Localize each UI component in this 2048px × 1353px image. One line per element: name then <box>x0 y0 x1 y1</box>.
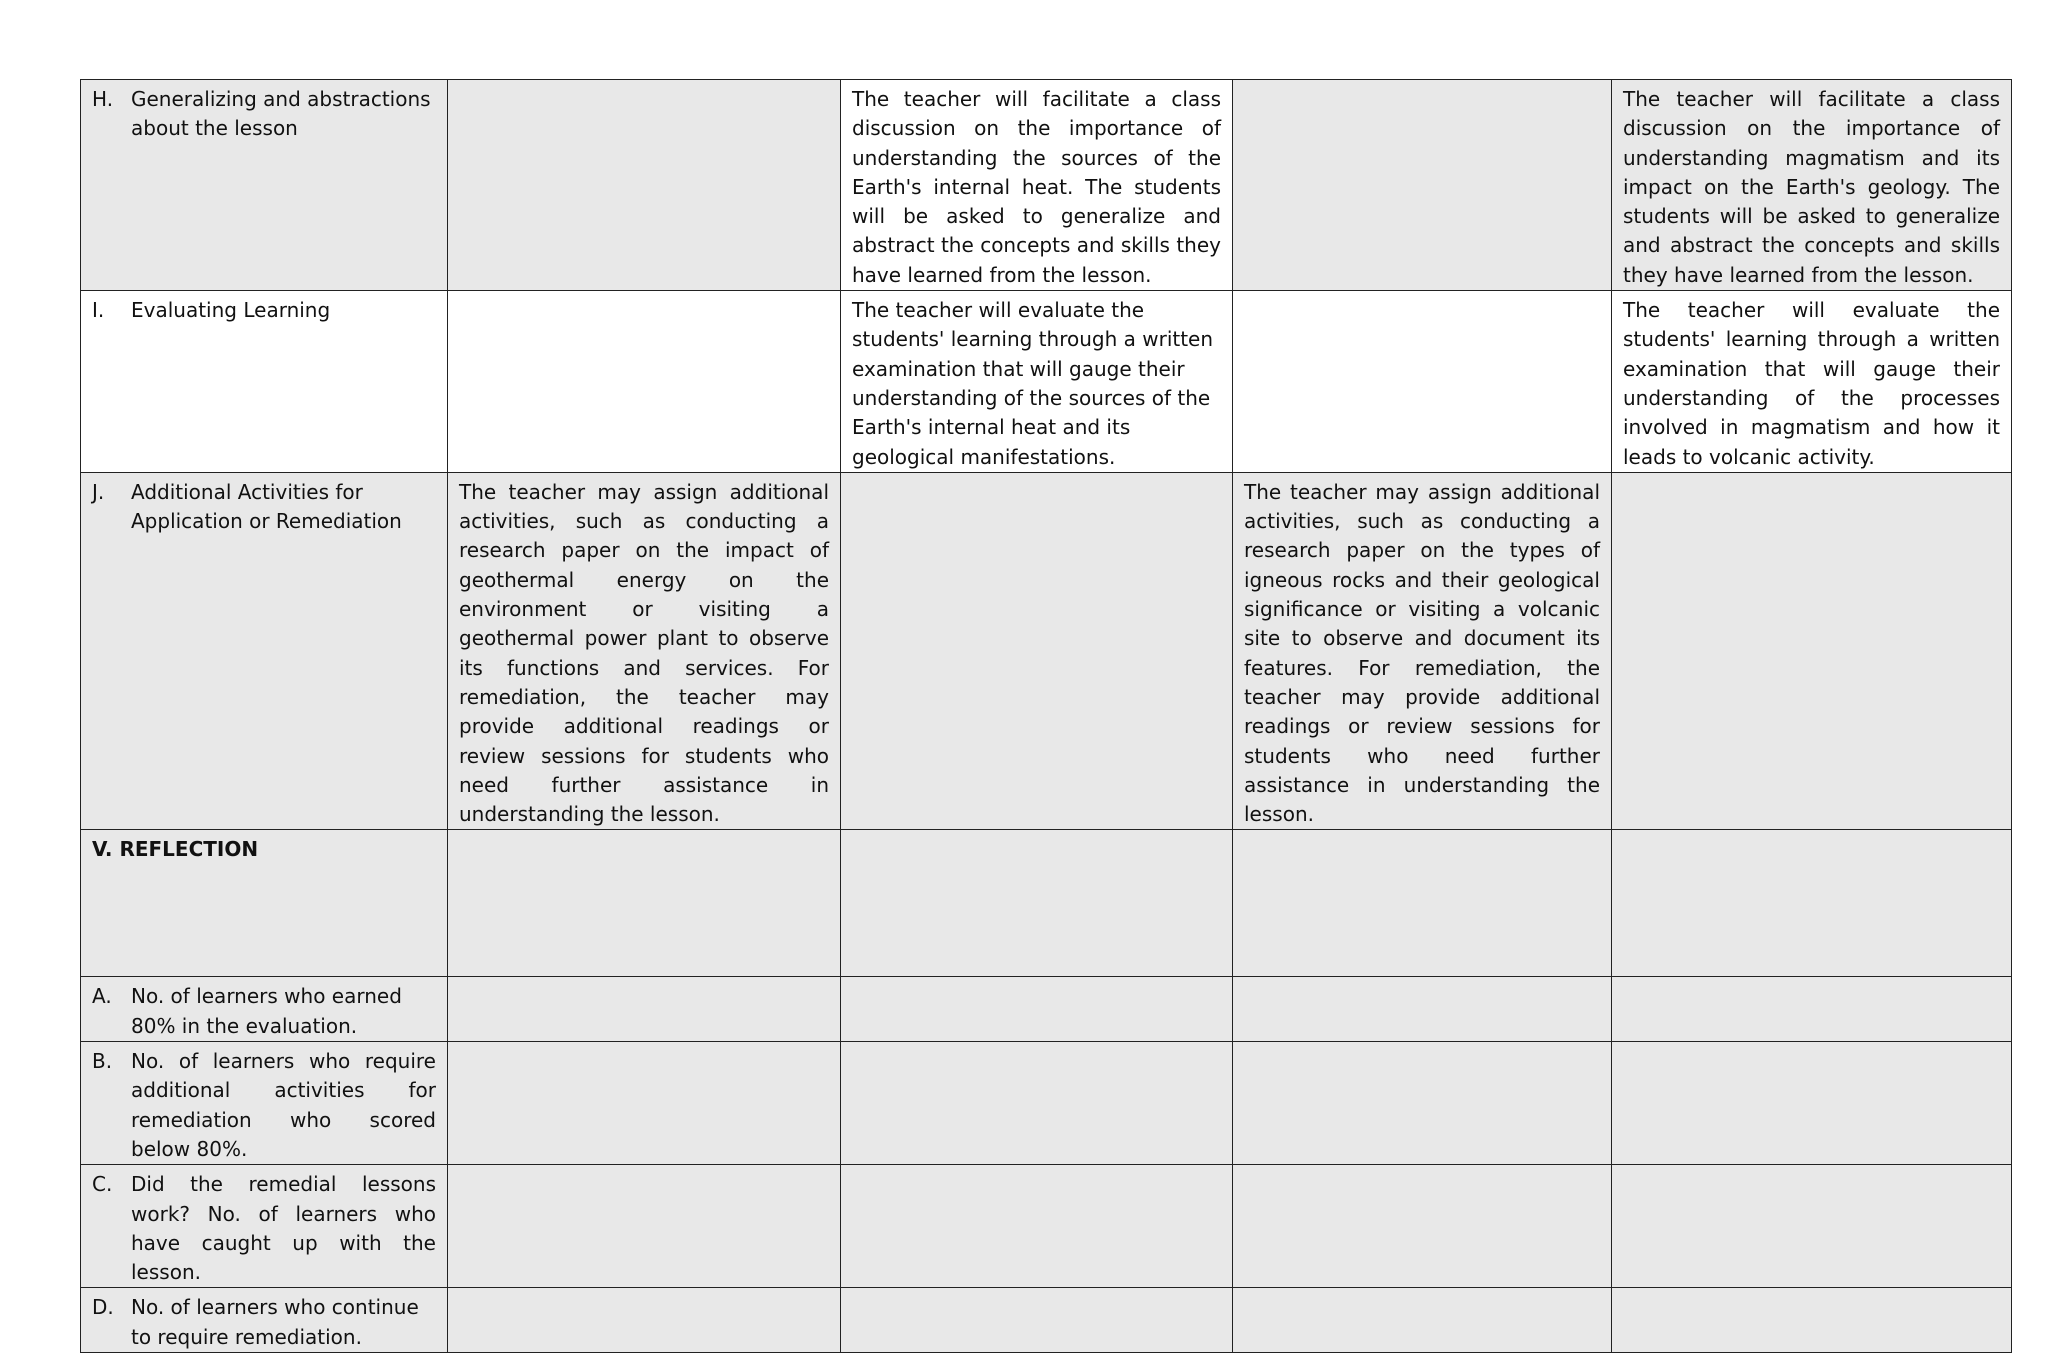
cell-text: The teacher will facilitate a class discussion on the importance of understanding the sources of the Earth's internal heat. The students will be asked to generalize and abstract the concepts and skills they have learned from the lesson. <box>841 80 1233 291</box>
row-reflection-b <box>81 1042 2012 1165</box>
empty-cell <box>1612 1042 2012 1165</box>
row-label: No. of learners who continue to require remediation. <box>131 1295 419 1349</box>
row-label: Did the remedial lessons work? No. of learners who have caught up with the lesson. <box>131 1172 436 1285</box>
row-label: Generalizing and abstractions about the lesson <box>131 87 431 141</box>
row-label-cell <box>81 977 448 1042</box>
empty-cell <box>1233 977 1612 1042</box>
row-reflection <box>81 830 2012 977</box>
item-letter: C. <box>92 1172 113 1197</box>
item-letter: I. <box>92 298 105 323</box>
empty-cell <box>841 1165 1233 1288</box>
empty-cell <box>1612 1165 2012 1288</box>
empty-cell <box>448 291 841 473</box>
row-label-cell <box>81 80 448 291</box>
empty-cell <box>1233 830 1612 977</box>
empty-cell <box>448 1042 841 1165</box>
row-evaluating <box>81 291 2012 473</box>
empty-cell <box>1612 977 2012 1042</box>
row-reflection-a <box>81 977 2012 1042</box>
empty-cell <box>1612 830 2012 977</box>
row-generalizing <box>81 80 2012 291</box>
empty-cell <box>841 977 1233 1042</box>
empty-cell <box>841 830 1233 977</box>
row-label: No. of learners who require additional activities for remediation who scored below 80%. <box>131 1049 436 1161</box>
item-letter: J. <box>92 479 105 504</box>
empty-cell <box>448 830 841 977</box>
empty-cell <box>448 1288 841 1353</box>
lesson-plan-table <box>80 79 2012 1353</box>
cell-text: The teacher may assign additional activities, such as conducting a research paper on the types of igneous rocks and their geological significance or visiting a volcanic site to observe and document its features. For remediation, the teacher may provide additional readings or review sessions for students who need further assistance in understanding the lesson. <box>1233 472 1612 830</box>
item-letter: B. <box>92 1049 113 1074</box>
row-additional-activities <box>81 472 2012 830</box>
empty-cell <box>1612 1288 2012 1353</box>
item-letter: A. <box>92 984 112 1009</box>
row-label-cell <box>81 291 448 473</box>
section-heading: V. REFLECTION <box>92 837 259 862</box>
row-label-cell <box>81 1165 448 1288</box>
cell-text: The teacher will facilitate a class discussion on the importance of understanding magmatism and its impact on the Earth's geology. The students will be asked to generalize and abstract the concepts and skills they have learned from the lesson. <box>1612 80 2012 291</box>
empty-cell <box>1233 1165 1612 1288</box>
row-label-cell <box>81 472 448 830</box>
row-label: Additional Activities for Application or Remediation <box>131 479 402 534</box>
row-reflection-c <box>81 1165 2012 1288</box>
row-reflection-d <box>81 1288 2012 1353</box>
row-label: Evaluating Learning <box>131 298 331 323</box>
empty-cell <box>1233 1042 1612 1165</box>
cell-text: The teacher will evaluate the students' learning through a written examination that will gauge their understanding of the processes involved in magmatism and how it leads to volcanic activity. <box>1612 291 2012 473</box>
empty-cell <box>841 472 1233 830</box>
empty-cell <box>1233 80 1612 291</box>
empty-cell <box>1233 1288 1612 1353</box>
row-label: No. of learners who earned 80% in the evaluation. <box>131 984 402 1038</box>
empty-cell <box>448 80 841 291</box>
empty-cell <box>448 1165 841 1288</box>
empty-cell <box>448 977 841 1042</box>
empty-cell <box>1233 291 1612 473</box>
empty-cell <box>1612 472 2012 830</box>
cell-text: The teacher may assign additional activities, such as conducting a research paper on the impact of geothermal energy on the environment or visiting a geothermal power plant to observe its functions and services. For remediation, the teacher may provide additional readings or review sessions for students who need further assistance in understanding the lesson. <box>448 472 841 830</box>
row-label-cell <box>81 1288 448 1353</box>
empty-cell <box>841 1288 1233 1353</box>
row-label-cell <box>81 830 448 977</box>
cell-text: The teacher will evaluate the students' learning through a written examination that will gauge their understanding of the sources of the Earth's internal heat and its geological manifestations. <box>841 291 1233 473</box>
row-label-cell <box>81 1042 448 1165</box>
empty-cell <box>841 1042 1233 1165</box>
item-letter: D. <box>92 1295 114 1320</box>
item-letter: H. <box>92 87 114 111</box>
